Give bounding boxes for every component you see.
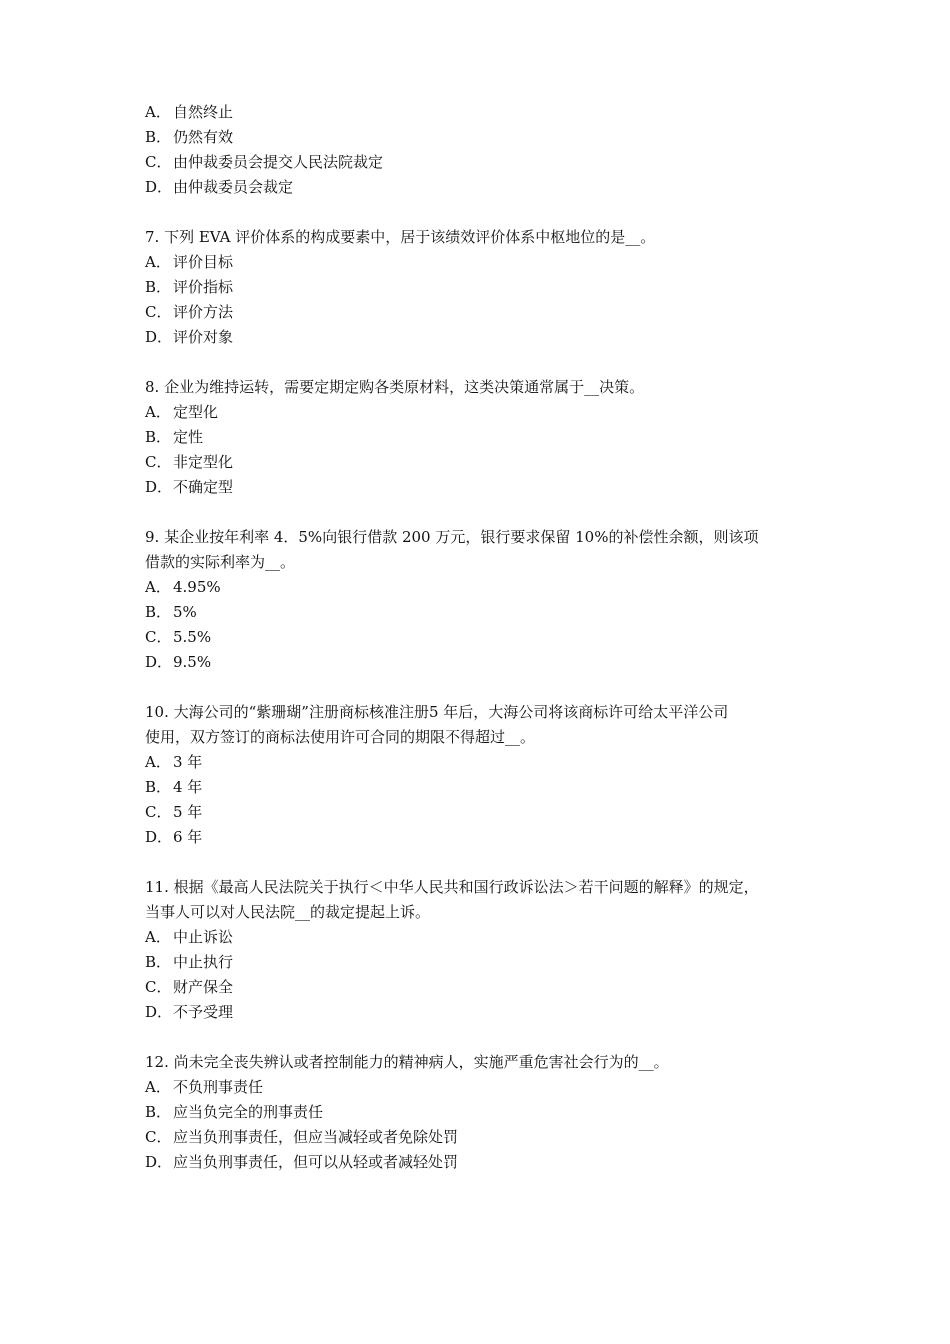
question-10 <box>145 700 825 850</box>
option-d: D．6 年 <box>145 828 203 846</box>
option-c: C． 5.5% <box>145 628 212 646</box>
option-b: B． 评价指标 <box>145 278 234 296</box>
option-c: C． 财产保全 <box>145 978 234 996</box>
option-c: C． 应当负刑事责任，但应当减轻或者免除处罚 <box>145 1128 459 1146</box>
option-d: D．评价对象 <box>145 328 234 346</box>
question-stem-line-2: 当事人可以对人民法院__的裁定提起上诉。 <box>145 903 431 921</box>
option-a: A． 评价目标 <box>145 253 234 271</box>
option-d: D．由仲裁委员会裁定 <box>145 178 294 196</box>
option-b: B． 仍然有效 <box>145 128 234 146</box>
option-a: A． 自然终止 <box>145 103 234 121</box>
question-9 <box>145 525 825 675</box>
option-c: C． 非定型化 <box>145 453 234 471</box>
question-11 <box>145 875 825 1025</box>
option-b: B． 5% <box>145 603 197 621</box>
option-a: A． 不负刑事责任 <box>145 1078 264 1096</box>
question-stem-line-1: 10. 大海公司的“紫珊瑚”注册商标核准注册5 年后，大海公司将该商标许可给太平洋公司 <box>145 703 729 721</box>
option-d: D．不确定型 <box>145 478 234 496</box>
option-c: C． 5 年 <box>145 803 203 821</box>
question-stem: 8. 企业为维持运转，需要定期定购各类原材料，这类决策通常属于__决策。 <box>145 378 645 396</box>
option-d: D．不予受理 <box>145 1003 234 1021</box>
option-c: C． 由仲裁委员会提交人民法院裁定 <box>145 153 384 171</box>
question-stem-line-2: 使用，双方签订的商标法使用许可合同的期限不得超过__。 <box>145 728 536 746</box>
option-b: B． 中止执行 <box>145 953 234 971</box>
question-6-options-continued <box>145 100 825 200</box>
question-8 <box>145 375 825 500</box>
option-d: D．应当负刑事责任，但可以从轻或者减轻处罚 <box>145 1153 459 1171</box>
option-a: A． 4.95% <box>145 578 221 596</box>
question-stem-line-1: 9. 某企业按年利率 4．5%向银行借款 200 万元，银行要求保留 10%的补偿性余额，则该项 <box>145 528 759 546</box>
question-stem-line-1: 11. 根据《最高人民法院关于执行＜中华人民共和国行政诉讼法＞若干问题的解释》的规定， <box>145 878 759 896</box>
document-page <box>145 100 825 1200</box>
question-stem: 7. 下列 EVA 评价体系的构成要素中，居于该绩效评价体系中枢地位的是__。 <box>145 228 656 246</box>
option-c: C． 评价方法 <box>145 303 234 321</box>
question-stem-line-2: 借款的实际利率为__。 <box>145 553 296 571</box>
question-12 <box>145 1050 825 1175</box>
option-a: A． 3 年 <box>145 753 203 771</box>
option-b: B． 应当负完全的刑事责任 <box>145 1103 324 1121</box>
option-a: A． 中止诉讼 <box>145 928 234 946</box>
option-d: D．9.5% <box>145 653 212 671</box>
option-a: A． 定型化 <box>145 403 219 421</box>
option-b: B． 定性 <box>145 428 204 446</box>
question-7 <box>145 225 825 350</box>
option-b: B． 4 年 <box>145 778 203 796</box>
question-stem: 12. 尚未完全丧失辨认或者控制能力的精神病人，实施严重危害社会行为的__。 <box>145 1053 669 1071</box>
